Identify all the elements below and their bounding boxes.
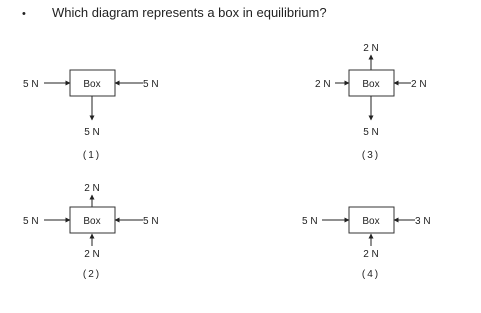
- diagram-4: [302, 207, 431, 280]
- diagram-1: [23, 70, 159, 161]
- force-right-label: 5 N: [143, 79, 159, 90]
- diagram-number: (2): [82, 269, 102, 280]
- force-right-label: 3 N: [415, 216, 431, 227]
- force-left-label: 5 N: [23, 216, 39, 227]
- force-bottom-label: 2 N: [84, 249, 100, 260]
- bullet-icon: •: [22, 8, 26, 20]
- diagram-3: [315, 43, 427, 161]
- force-right-label: 5 N: [143, 216, 159, 227]
- diagram-number: (1): [82, 150, 102, 161]
- box-label: Box: [83, 79, 101, 90]
- force-left-label: 2 N: [315, 79, 331, 90]
- question-text: Which diagram represents a box in equilibrium?: [52, 5, 327, 20]
- force-right-label: 2 N: [411, 79, 427, 90]
- diagram-number: (4): [361, 269, 381, 280]
- force-top-label: 2 N: [84, 183, 100, 194]
- box-label: Box: [362, 79, 380, 90]
- force-left-label: 5 N: [302, 216, 318, 227]
- force-left-label: 5 N: [23, 79, 39, 90]
- force-bottom-label: 5 N: [363, 127, 379, 138]
- box-label: Box: [362, 216, 380, 227]
- box-label: Box: [83, 216, 101, 227]
- force-bottom-label: 5 N: [84, 127, 100, 138]
- diagram-2: [23, 183, 159, 280]
- force-bottom-label: 2 N: [363, 249, 379, 260]
- force-top-label: 2 N: [363, 43, 379, 54]
- diagram-number: (3): [361, 150, 381, 161]
